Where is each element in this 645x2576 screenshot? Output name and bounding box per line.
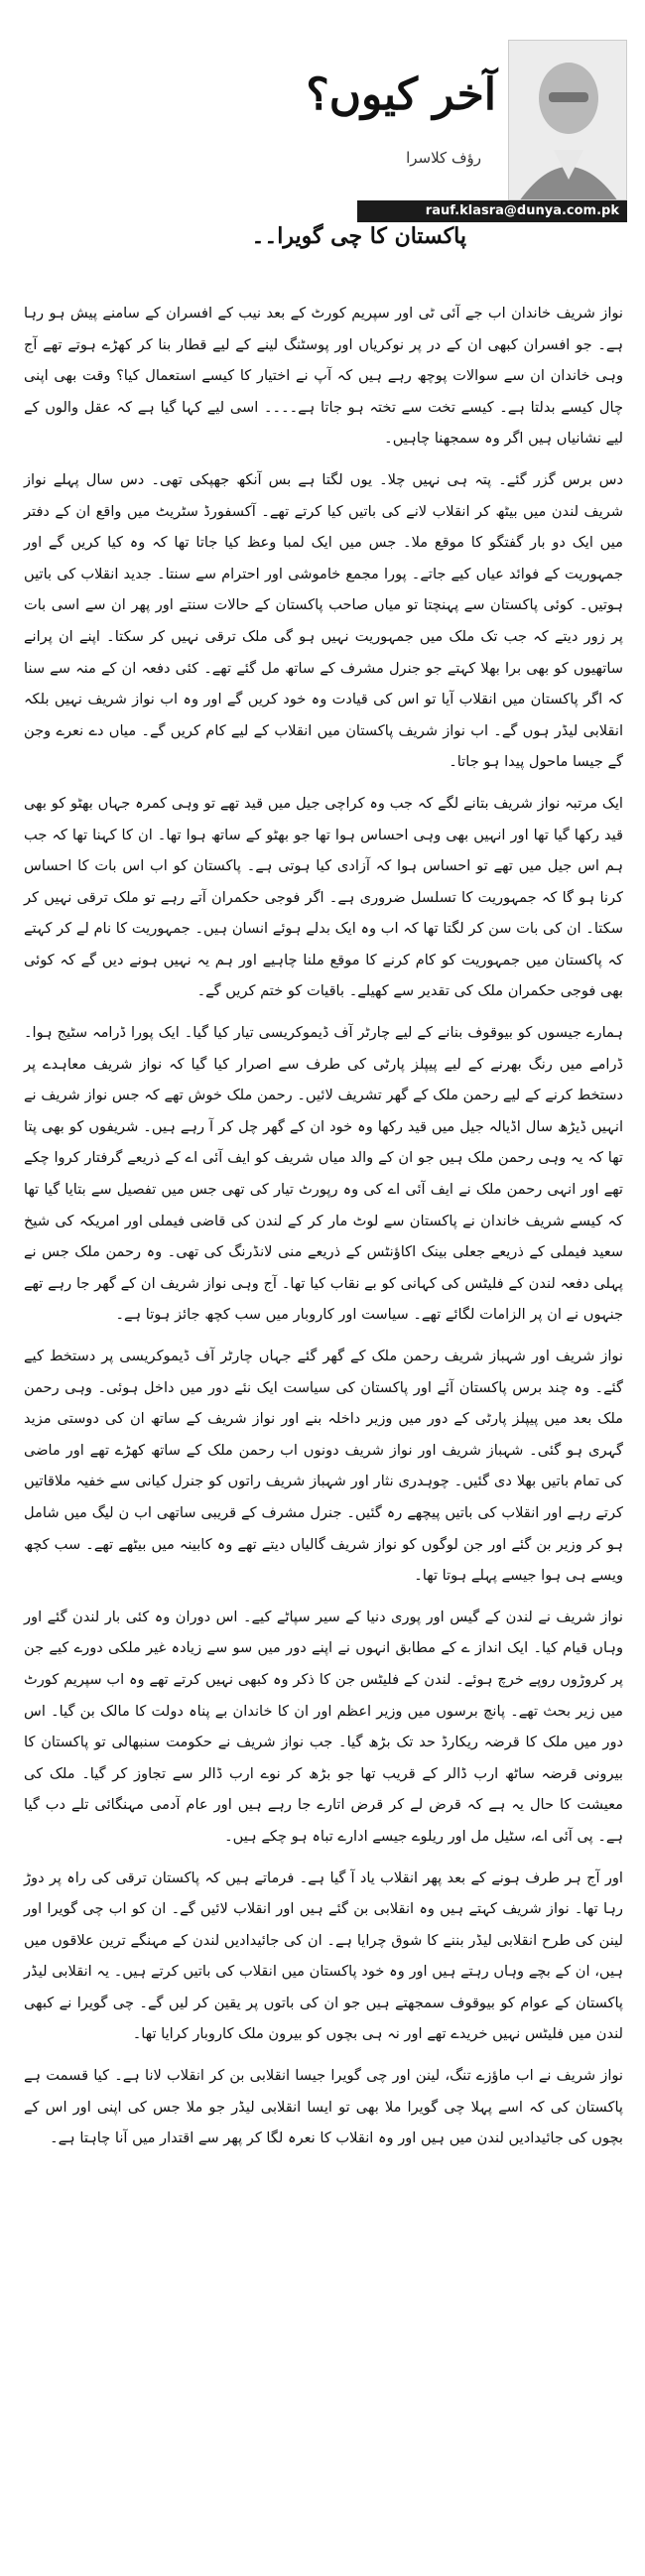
article-paragraph: نواز شریف خاندان اب جے آئی ٹی اور سپریم کورٹ کے بعد نیب کے افسران کے سامنے پیش ہو رہا ہے۔ جو افسران کبھی ان کے در پر نوکریاں اور پوسٹنگ لینے کے لیے قطار بنا کر کھڑے ہوتے تھے آج وہی خاندان ان سے سوالات پوچھ رہے ہیں کہ آپ نے اختیار کا کیسے استعمال کیا؟ وقت بھی اپنی چال کیسے بدلتا ہے۔ کیسے تخت سے تختہ ہو جاتا ہے۔۔۔۔ اسی لیے کہا گیا ہے کہ عقل والوں کے لیے نشانیاں ہیں اگر وہ سمجھنا چاہیں۔ xyxy=(24,305,623,448)
author-email: rauf.klasra@dunya.com.pk xyxy=(357,200,627,222)
column-masthead xyxy=(0,40,645,258)
article-body xyxy=(24,298,623,2164)
author-portrait xyxy=(508,40,627,200)
column-name: آخر کیوں؟ xyxy=(306,69,496,120)
article-paragraph: نواز شریف نے اب ماؤزے تنگ، لینن اور چی گویرا جیسا انقلابی بن کر انقلاب لانا ہے۔ کیا قسمت ہے پاکستان کی کہ اسے پہلا چی گویرا ملا بھی تو ایسا انقلابی لیڈر جو ملا جس کی اپنی اور اس کے بچوں کی جائیدادیں لندن میں ہیں اور وہ انقلاب کا نعرہ لگا کر پھر سے اقتدار میں آنا چاہتا ہے۔ xyxy=(24,2067,623,2147)
article-paragraph: ایک مرتبہ نواز شریف بتانے لگے کہ جب وہ کراچی جیل میں قید تھے تو وہی کمرہ جہاں بھٹو کو بھی قید رکھا گیا تھا اور انہیں بھی وہی احساس ہوا تھا جو بھٹو کے ساتھ ہوا تھا۔ ان کا کہنا تھا کہ جب ہم اس جیل میں تھے تو احساس ہوا کہ آزادی کیا ہوتی ہے۔ پاکستان کو اب اس بات کا احساس کرنا ہو گا کہ جمہوریت کا تسلسل ضروری ہے۔ اگر فوجی حکمران آتے رہے تو ملک ترقی نہیں کر سکتا۔ ان کی بات سن کر لگتا تھا کہ اب وہ ایک بدلے ہوئے انسان ہیں۔ جمہوریت کا نام لے کر کہتے کہ پاکستان میں جمہوریت کو کام کرنے کا موقع ملنا چاہیے اور ہم یہ نہیں ہونے دیں گے کہ کوئی بھی فوجی حکمران ملک کی تقدیر سے کھیلے۔ باقیات کو ختم کریں گے۔ xyxy=(24,794,623,1000)
article-paragraph: اور آج ہر طرف ہونے کے بعد پھر انقلاب یاد آ گیا ہے۔ فرماتے ہیں کہ پاکستان ترقی کی راہ پر دوڑ رہا تھا۔ نواز شریف کہتے ہیں وہ انقلابی بن گئے ہیں اور انقلاب لائیں گے۔ ان کو اب چی گویرا اور لینن کی طرح انقلابی لیڈر بننے کا شوق چرایا ہے۔ ان کی جائیدادیں لندن کے مہنگے ترین علاقوں میں ہیں، ان کے بچے وہاں رہتے ہیں اور وہ خود پاکستان میں انقلاب کی باتیں کرتے ہیں۔ یہ انقلابی لیڈر پاکستان کے عوام کو بیوقوف سمجھتے ہیں جو ان کی باتوں پر یقین کر لیں گے۔ چی گویرا نے کبھی لندن میں فلیٹس نہیں خریدے تھے اور نہ ہی بچوں کو بیرون ملک کاروبار کرایا تھا۔ xyxy=(24,1868,623,2043)
article-paragraph: دس برس گزر گئے۔ پتہ ہی نہیں چلا۔ یوں لگتا ہے بس آنکھ جھپکی تھی۔ دس سال پہلے نواز شریف لندن میں بیٹھ کر انقلاب لانے کی باتیں کیا کرتے تھے۔ آکسفورڈ سٹریٹ میں واقع ان کے دفتر میں ایک دو بار گفتگو کا موقع ملا۔ جس میں ایک لمبا وعظ کیا جاتا تھا کہ وہ کیا کریں گے اور جمہوریت کے فوائد عیاں کیے جاتے۔ پورا مجمع خاموشی اور احترام سے سنتا۔ جدید انقلاب کی باتیں ہوتیں۔ کوئی پاکستان سے پہنچتا تو میاں صاحب پاکستان کے حالات سنتے اور پھر ان سے اسی بات پر زور دیتے کہ جب تک ملک میں جمہوریت نہیں ہو گی ملک ترقی نہیں کر سکتا۔ اپنے ان پرانے ساتھیوں کو بھی برا بھلا کہتے جو جنرل مشرف کے ساتھ مل گئے تھے۔ کئی دفعہ ان کے منہ سے سنا کہ اگر پاکستان میں انقلاب آیا تو اس کی قیادت وہ خود کریں گے اور وہ اب نواز شریف نہیں بلکہ انقلابی لیڈر ہوں گے۔ اب نواز شریف پاکستان میں انقلاب کے لیے کام کریں گے۔ میاں دے نعرے وجن گے جیسا ماحول پیدا ہو جاتا۔ xyxy=(24,470,623,771)
article-paragraph: ہمارے جیسوں کو بیوقوف بنانے کے لیے چارٹر آف ڈیموکریسی تیار کیا گیا۔ ایک پورا ڈرامہ سٹیج ہوا۔ ڈرامے میں رنگ بھرنے کے لیے پیپلز پارٹی کی طرف سے اصرار کیا گیا کہ نواز شریف معاہدے پر دستخط کرنے کے لیے رحمن ملک کے گھر تشریف لائیں۔ رحمن ملک خوش تھے کہ جس نواز شریف نے انہیں ڈیڑھ سال اڈیالہ جیل میں قید رکھا وہ خود ان کے گھر چل کر آ رہے ہیں۔ شریفوں کو بھی پتا تھا کہ یہ وہی رحمن ملک ہیں جو ان کے والد میاں شریف کو ایف آئی اے کے ذریعے گرفتار کروا چکے تھے اور انہی رحمن ملک نے ایف آئی اے کی وہ رپورٹ تیار کی تھی جس میں تفصیل سے بتایا گیا تھا کہ کیسے شریف خاندان نے پاکستان سے لوٹ مار کر کے لندن کی قاضی فیملی اور امریکہ کی شیخ سعید فیملی کے ذریعے جعلی بینک اکاؤنٹس کے ذریعے منی لانڈرنگ کی تھی۔ وہ رحمن ملک جس نے پہلی دفعہ لندن کے فلیٹس کی کہانی کو بے نقاب کیا تھا۔ آج وہی نواز شریف ان کے گھر جا رہے تھے جنہوں نے ان پر الزامات لگائے تھے۔ سیاست اور کاروبار میں سب کچھ جائز ہوتا ہے۔ xyxy=(24,1024,623,1324)
column-headline: پاکستان کا چی گویرا۔۔ xyxy=(251,223,466,249)
author-name: رؤف کلاسرا xyxy=(406,149,481,167)
author-portrait-image xyxy=(509,41,627,200)
article-paragraph: نواز شریف اور شہباز شریف رحمن ملک کے گھر گئے جہاں چارٹر آف ڈیموکریسی پر دستخط کیے گئے۔ وہ چند برس پاکستان آئے اور پاکستان کی سیاست ایک نئے دور میں داخل ہوئی۔ وہی رحمن ملک بعد میں پیپلز پارٹی کے دور میں وزیر داخلہ بنے اور نواز شریف کے ساتھ ان کی دوستی مزید گہری ہو گئی۔ شہباز شریف اور نواز شریف دونوں اب رحمن ملک کے ساتھ کھڑے تھے اور ماضی کی تمام باتیں بھلا دی گئیں۔ چوہدری نثار اور شہباز شریف راتوں کو جنرل کیانی سے خفیہ ملاقاتیں کرتے رہے اور انقلاب کی باتیں پیچھے رہ گئیں۔ جنرل مشرف کے قریبی ساتھی اب ن لیگ میں شامل ہو کر وزیر بن گئے اور جن لوگوں کو نواز شریف گالیاں دیتے تھے وہ کابینہ میں بیٹھے تھے۔ سب کچھ ویسے ہی ہوا جیسے پہلے ہوتا تھا۔ xyxy=(24,1348,623,1585)
article-paragraph: نواز شریف نے لندن کے گیس اور پوری دنیا کے سیر سپاٹے کیے۔ اس دوران وہ کئی بار لندن گئے اور وہاں قیام کیا۔ ایک انداز ے کے مطابق انہوں نے اپنے دور میں سو سے زیادہ غیر ملکی دورے کیے جن پر کروڑوں روپے خرچ ہوئے۔ لندن کے فلیٹس جن کا ذکر وہ کبھی نہیں کرتے تھے وہ اب سپریم کورٹ میں زیر بحث تھے۔ پانچ برسوں میں وزیر اعظم اور ان کا خاندان بے پناہ دولت کا مالک بن گیا۔ اس دور میں ملک کا قرضہ ریکارڈ حد تک بڑھ گیا۔ جب نواز شریف نے حکومت سنبھالی تو پاکستان کا بیرونی قرضہ ساٹھ ارب ڈالر کے قریب تھا جو بڑھ کر نوے ارب ڈالر سے تجاوز کر گیا۔ ملک کی معیشت کا حال یہ ہے کہ قرض لے کر قرض اتارے جا رہے ہیں اور عام آدمی مہنگائی تلے دب گیا ہے۔ پی آئی اے، سٹیل مل اور ریلوے جیسے ادارے تباہ ہو چکے ہیں۔ xyxy=(24,1608,623,1845)
